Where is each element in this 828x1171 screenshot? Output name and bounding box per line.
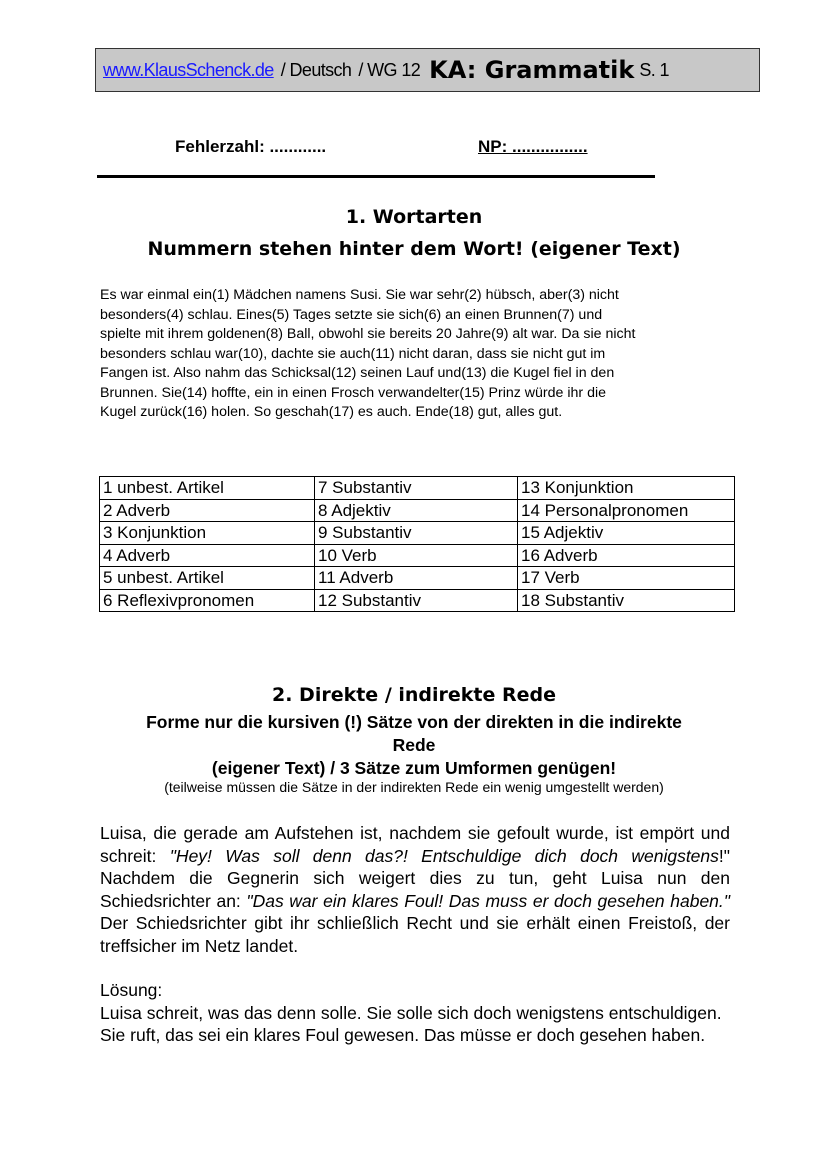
table-row <box>100 477 735 500</box>
section2-title: 2. Direkte / indirekte Rede <box>272 684 556 706</box>
section1-subtitle: Nummern stehen hinter dem Wort! (eigener Text) <box>147 238 681 260</box>
table-row <box>100 499 735 522</box>
text-line: besonders(4) schlau. Eines(5) Tages setzte sie sich(6) an einen Brunnen(7) und <box>100 306 603 323</box>
table-cell: 18 Substantiv <box>518 589 735 612</box>
solution-text: Sie ruft, das sei ein klares Foul gewesen. Das müsse er doch gesehen haben. <box>100 1025 706 1045</box>
solution <box>100 979 730 1047</box>
document-title: KA: Grammatik <box>429 56 635 84</box>
table-cell: 12 Substantiv <box>315 589 518 612</box>
page-number: S. 1 <box>639 59 669 80</box>
text: Luisa, die gerade am Aufstehen ist, nachdem sie gefoult wurde, ist empört und schreit: <box>100 823 730 866</box>
section2-note: (teilweise müssen die Sätze in der indirekten Rede ein wenig umgestellt werden) <box>164 779 664 795</box>
table-row <box>100 544 735 567</box>
section2-instruction-cont: Rede <box>392 735 436 755</box>
table-cell: 4 Adverb <box>100 544 315 567</box>
section2-instruction-2: (eigener Text) / 3 Sätze zum Umformen genügen! <box>211 758 617 778</box>
table-cell: 9 Substantiv <box>315 522 518 545</box>
text-line: Kugel zurück(16) holen. So geschah(17) es auch. Ende(18) gut, alles gut. <box>100 404 563 420</box>
italic-text: "Das war ein klares Foul! Das muss er doch gesehen haben." <box>246 890 730 911</box>
text: Der Schiedsrichter gibt ihr schließlich Recht und sie erhält einen Freistoß, der treffsicher im Netz landet. <box>100 913 730 956</box>
text-line: Es war einmal ein(1) Mädchen namens Susi. Sie war sehr(2) hübsch, aber(3) nicht <box>100 287 619 303</box>
class: / WG 12 <box>358 59 421 80</box>
table-cell: 7 Substantiv <box>315 477 518 500</box>
section2-text <box>100 822 730 957</box>
website-link[interactable]: www.KlausSchenck.de <box>103 59 274 80</box>
section1-title: 1. Wortarten <box>345 206 483 228</box>
italic-text: "Hey! Was soll denn das?! Entschuldige dich doch wenigstens <box>169 845 719 866</box>
table-row <box>100 567 735 590</box>
table-cell: 16 Adverb <box>518 544 735 567</box>
table-cell: 3 Konjunktion <box>100 522 315 545</box>
table-cell: 6 Reflexivpronomen <box>100 589 315 612</box>
table-row <box>100 589 735 612</box>
error-count-field: Fehlerzahl: ............ <box>175 137 327 156</box>
table-cell: 15 Adjektiv <box>518 522 735 545</box>
table-cell: 8 Adjektiv <box>315 499 518 522</box>
table-cell: 5 unbest. Artikel <box>100 567 315 590</box>
section2-instruction: Forme nur die kursiven (!) Sätze von der direkten in die indirekte <box>146 712 682 732</box>
table-row <box>100 522 735 545</box>
table-cell: 11 Adverb <box>315 567 518 590</box>
table-cell: 1 unbest. Artikel <box>100 477 315 500</box>
text: !" Nachdem die Gegnerin sich weigert dies zu tun, geht Luisa nun den Schiedsrichter an: <box>100 845 730 911</box>
table-cell: 14 Personalpronomen <box>518 499 735 522</box>
table-cell: 13 Konjunktion <box>518 477 735 500</box>
text-line: Fangen ist. Also nahm das Schicksal(12) seinen Lauf und(13) die Kugel fiel in den <box>100 365 615 381</box>
table-cell: 17 Verb <box>518 567 735 590</box>
text-line: besonders schlau war(10), dachte sie auch(11) nicht daran, dass sie nicht gut im <box>100 345 606 362</box>
text-line: spielte mit ihrem goldenen(8) Ball, obwohl sie bereits 20 Jahre(9) alt war. Da sie nicht <box>100 326 636 342</box>
text-line: Brunnen. Sie(14) hoffte, ein in einen Frosch verwandelter(15) Prinz würde ihr die <box>100 384 607 401</box>
section1-text <box>100 286 635 423</box>
solution-text: Luisa schreit, was das denn solle. Sie solle sich doch wenigstens entschuldigen. <box>100 1002 722 1023</box>
table-cell: 10 Verb <box>315 544 518 567</box>
divider <box>97 175 655 178</box>
subject: / Deutsch <box>280 59 352 80</box>
answer-table <box>99 476 735 612</box>
np-field: NP: ................ <box>478 137 588 156</box>
solution-label: Lösung: <box>100 980 163 1000</box>
table-cell: 2 Adverb <box>100 499 315 522</box>
header-bar <box>95 48 760 92</box>
